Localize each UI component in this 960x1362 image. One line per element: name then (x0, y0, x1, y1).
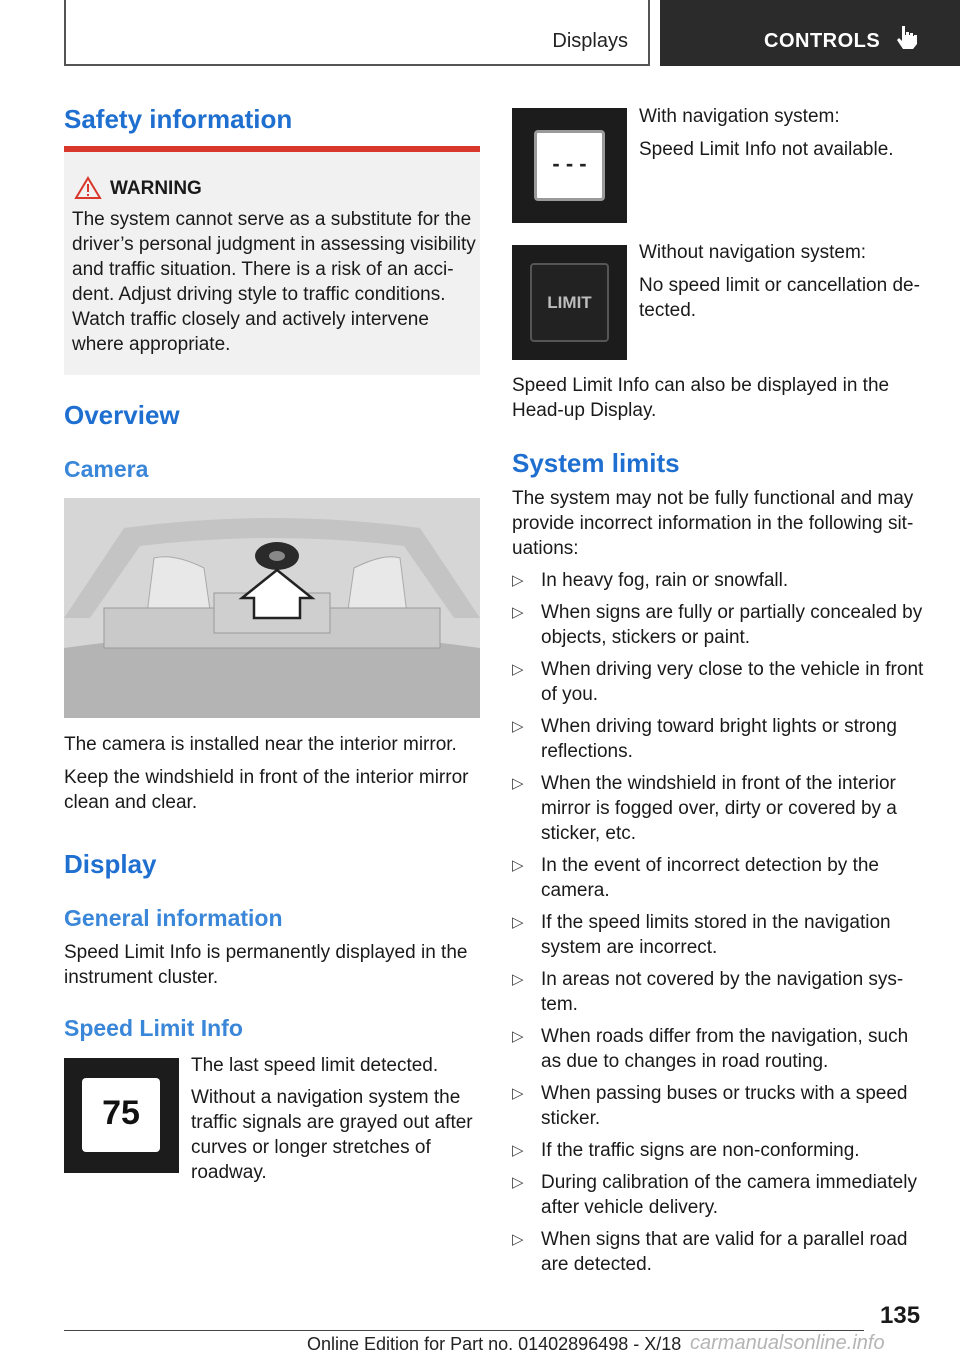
list-item: ▷ In areas not covered by the navigation sys-tem. (512, 969, 904, 1015)
header-chapter-title: CONTROLS (764, 30, 881, 52)
warning-triangle-icon (74, 176, 102, 200)
list-item: ▷ When signs are fully or partially concealed by objects, stickers or paint. (512, 602, 923, 648)
nonav-label: Without navigation system: (639, 242, 867, 263)
warning-text: The system cannot serve as a substitute for the driver’s personal judgment in assessing visibility and traffic situation. There is a risk of an acci-dent. Adjust driving style to traffic conditions. Watch traffic closely and actively intervene where appropriate. (72, 209, 476, 355)
footer-edition: Online Edition for Part no. 01402896498 - X/18 (307, 1334, 682, 1354)
bullet-triangle-icon: ▷ (512, 661, 524, 678)
list-item: ▷ When passing buses or trucks with a speed sticker. (512, 1083, 908, 1129)
bullet-triangle-icon: ▷ (512, 1231, 524, 1248)
speed-limit-info-heading: Speed Limit Info (64, 1015, 243, 1041)
camera-heading: Camera (64, 456, 149, 482)
list-item: ▷ If the traffic signs are non-conforming. (512, 1140, 860, 1161)
camera-paragraph-2: Keep the windshield in front of the interior mirror clean and clear. (64, 767, 469, 813)
general-information-heading: General information (64, 905, 283, 931)
sign-value: 75 (102, 1094, 140, 1132)
list-item: ▷ If the speed limits stored in the navigation system are incorrect. (512, 912, 891, 958)
hud-text: Speed Limit Info can also be displayed in the Head-up Display. (512, 375, 890, 421)
safety-information-heading: Safety information (64, 104, 293, 134)
warning-title: WARNING (110, 178, 202, 199)
car-interior-illustration (64, 498, 480, 718)
warning-box (64, 146, 480, 375)
bullet-triangle-icon: ▷ (512, 1174, 524, 1191)
list-item: ▷ When the windshield in front of the interior mirror is fogged over, dirty or covered by a sticker, etc. (512, 773, 897, 844)
bullet-triangle-icon: ▷ (512, 971, 524, 988)
list-item: ▷ During calibration of the camera immediately after vehicle delivery. (512, 1172, 917, 1218)
camera-paragraph-1: The camera is installed near the interior mirror. (64, 734, 457, 755)
sign-plate (534, 130, 605, 201)
speed-limit-75-sign (64, 1058, 179, 1173)
list-item: ▷ When driving very close to the vehicle in front of you. (512, 659, 924, 705)
general-information-text: Speed Limit Info is permanently displayed in the instrument cluster. (64, 942, 468, 988)
nav-label: With navigation system: (639, 106, 840, 127)
header-section-box (64, 0, 650, 66)
speed-limit-paragraph-1: The last speed limit detected. (191, 1055, 439, 1076)
header-chapter-tab (660, 0, 960, 66)
bullet-triangle-icon: ▷ (512, 1085, 524, 1102)
system-limits-heading: System limits (512, 448, 680, 478)
hand-icon (896, 24, 918, 50)
bullet-triangle-icon: ▷ (512, 775, 524, 792)
bullet-triangle-icon: ▷ (512, 572, 524, 589)
display-heading: Display (64, 849, 157, 879)
nonav-text: No speed limit or cancellation de-tected. (639, 275, 920, 321)
list-item: ▷ When driving toward bright lights or strong reflections. (512, 716, 897, 762)
speed-limit-paragraph-2: Without a navigation system the traffic signals are grayed out after curves or longer stretches of roadway. (191, 1087, 473, 1183)
page-number: 135 (880, 1302, 921, 1329)
sign-plate (530, 263, 609, 342)
bullet-triangle-icon: ▷ (512, 914, 524, 931)
list-item: ▷ In the event of incorrect detection by the camera. (512, 855, 879, 901)
sign-limit-text: LIMIT (547, 293, 592, 312)
bullet-triangle-icon: ▷ (512, 718, 524, 735)
nav-text: Speed Limit Info not available. (639, 139, 894, 160)
list-item: ▷ When roads differ from the navigation, such as due to changes in road routing. (512, 1026, 909, 1072)
nav-unavailable-sign (512, 108, 627, 223)
no-limit-sign (512, 245, 627, 360)
bullet-triangle-icon: ▷ (512, 1142, 524, 1159)
system-limits-list (512, 568, 932, 1284)
footer-divider (64, 1330, 864, 1331)
overview-heading: Overview (64, 400, 180, 430)
bullet-triangle-icon: ▷ (512, 1028, 524, 1045)
footer-watermark: carmanualsonline.info (690, 1332, 885, 1354)
header-section-title: Displays (552, 30, 628, 52)
sign-dashes: - - - (552, 151, 587, 176)
list-item: ▷ In heavy fog, rain or snowfall. (512, 570, 789, 591)
camera-location-photo (64, 498, 480, 718)
sign-plate (82, 1078, 160, 1152)
bullet-triangle-icon: ▷ (512, 604, 524, 621)
list-item: ▷ When signs that are valid for a parallel road are detected. (512, 1229, 908, 1275)
bullet-triangle-icon: ▷ (512, 857, 524, 874)
system-limits-intro: The system may not be fully functional and may provide incorrect information in the following sit-uations: (512, 488, 914, 559)
